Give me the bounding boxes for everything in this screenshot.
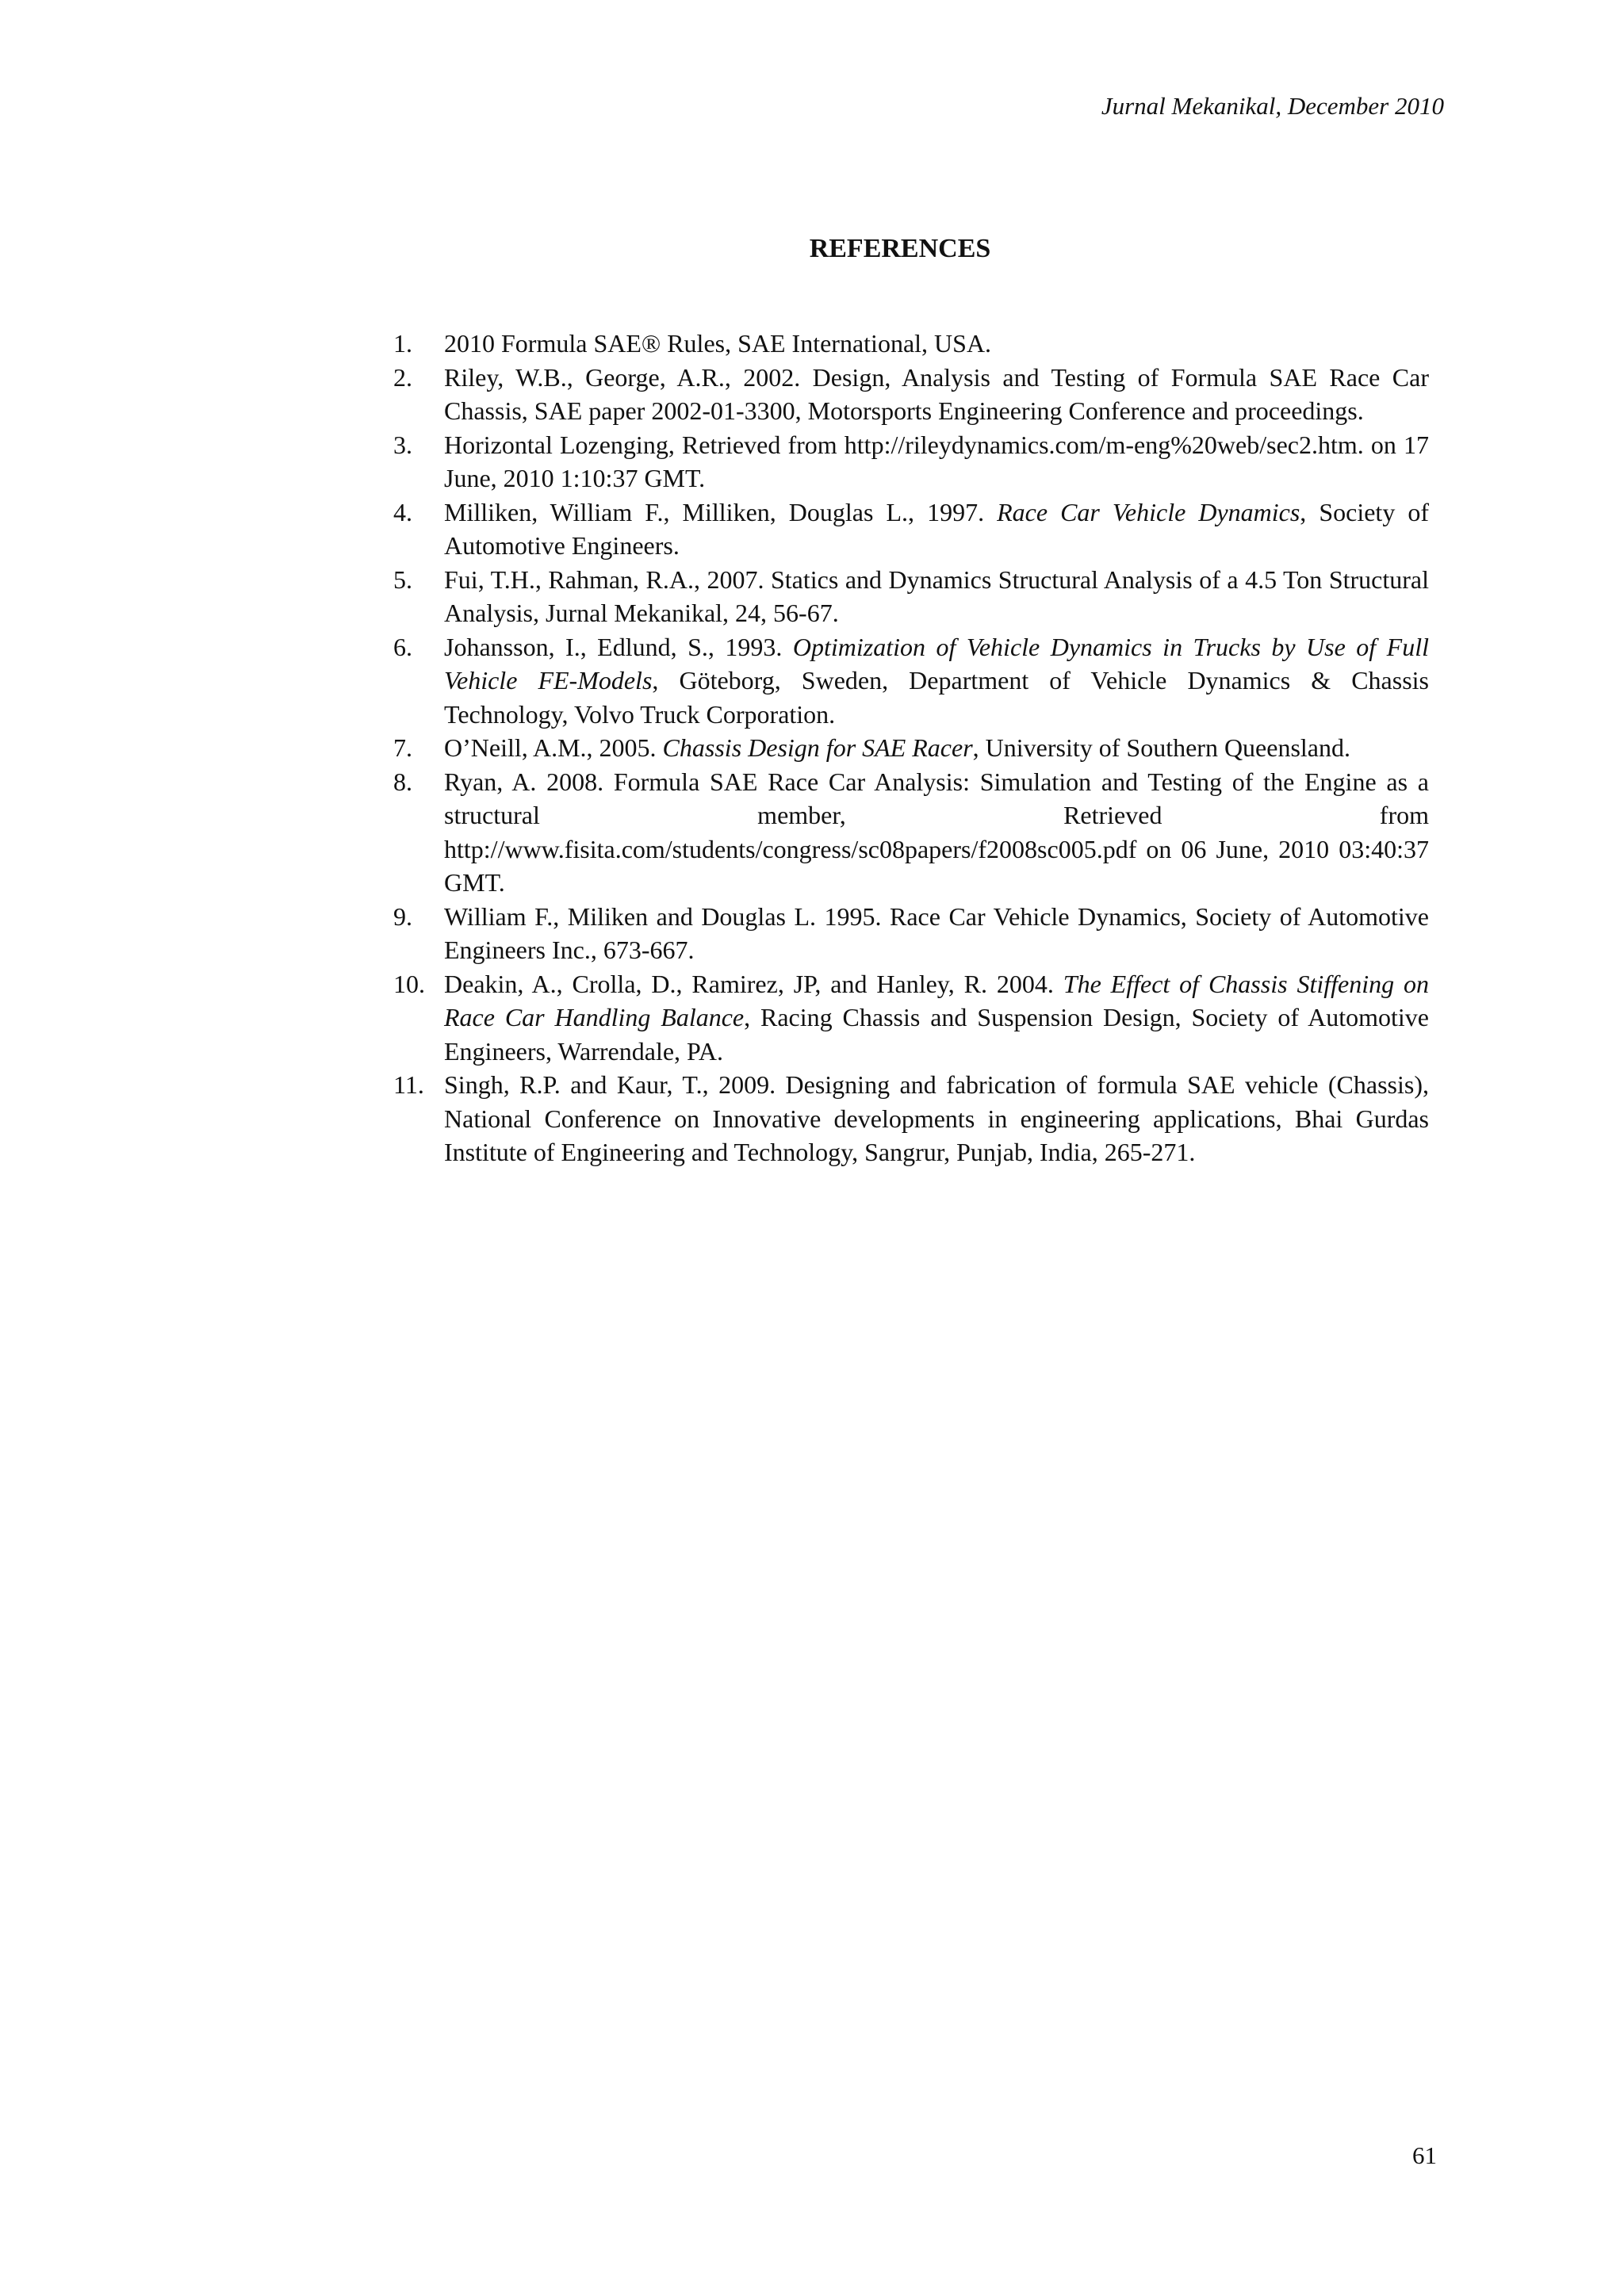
reference-text (444, 565, 1429, 628)
reference-text (444, 733, 1350, 762)
reference-segment: , Göteborg, Sweden, Department of Vehicle Dynamics & Chassis Technology, Volvo Truck Corporation. (444, 666, 1430, 729)
reference-item (393, 361, 1429, 428)
reference-list (393, 327, 1429, 1169)
page-number: 61 (1412, 2141, 1437, 2169)
reference-item (393, 765, 1429, 900)
reference-number: 11. (393, 1070, 424, 1099)
reference-text (444, 363, 1429, 426)
reference-segment: O’Neill, A.M., 2005. (444, 733, 663, 762)
reference-segment: , Society of Automotive Engineers. (444, 497, 1429, 560)
reference-number: 10. (393, 969, 425, 998)
reference-title: Chassis Design for SAE Racer (662, 733, 973, 762)
reference-number: 8. (393, 767, 412, 796)
reference-number: 6. (393, 632, 412, 661)
reference-title: The Effect of Chassis Stiffening on Race Car Handling Balance (444, 969, 1430, 1031)
reference-segment: Singh, R.P. and Kaur, T., 2009. Designing and fabrication of formula SAE vehicle (Chassis), National Conference on Innovative developments in engineering applications, Bhai Gurdas Institute of Engineering and Technology, Sangrur, Punjab, India, 265-271. (444, 1070, 1429, 1166)
reference-number: 1. (393, 329, 412, 358)
reference-text (444, 767, 1429, 897)
reference-segment: William F., Miliken and Douglas L. 1995. Race Car Vehicle Dynamics, Society of Automotive Engineers Inc., 673-667. (444, 901, 1429, 964)
reference-segment: 2010 Formula SAE® Rules, SAE International, USA. (444, 329, 992, 358)
reference-item (393, 630, 1429, 732)
reference-item (393, 327, 1429, 361)
running-header: Jurnal Mekanikal, December 2010 (1101, 92, 1444, 120)
reference-text (444, 633, 1429, 729)
reference-number: 4. (393, 497, 412, 526)
reference-number: 3. (393, 430, 412, 459)
reference-text (444, 1070, 1429, 1166)
reference-segment: Fui, T.H., Rahman, R.A., 2007. Statics and Dynamics Structural Analysis of a 4.5 Ton Structural Analysis, Jurnal Mekanikal, 24, 56-67. (444, 564, 1429, 627)
reference-item (393, 731, 1429, 765)
reference-item (393, 563, 1429, 630)
reference-text (444, 329, 991, 358)
reference-text (444, 430, 1429, 493)
reference-segment: Ryan, A. 2008. Formula SAE Race Car Analysis: Simulation and Testing of the Engine as a structural member, Retrieved from http://www.fisita.com/students/congress/sc08papers/f2008sc005.pdf on 06 June, 2010 03:40:37 GMT. (444, 767, 1429, 897)
reference-number: 2. (393, 362, 412, 392)
reference-text (444, 970, 1429, 1066)
reference-text (444, 902, 1429, 965)
reference-segment: Johansson, I., Edlund, S., 1993. (444, 632, 793, 661)
reference-segment: , Racing Chassis and Suspension Design, Society of Automotive Engineers, Warrendale, PA. (444, 1003, 1430, 1066)
reference-segment: , University of Southern Queensland. (972, 733, 1350, 762)
reference-number: 7. (393, 733, 412, 762)
reference-segment: Deakin, A., Crolla, D., Ramirez, JP, and Hanley, R. 2004. (444, 969, 1063, 998)
reference-segment: Milliken, William F., Milliken, Douglas L., 1997. (444, 497, 998, 526)
reference-number: 5. (393, 564, 412, 594)
reference-item (393, 1068, 1429, 1169)
reference-item (393, 900, 1429, 967)
reference-title: Race Car Vehicle Dynamics (997, 497, 1300, 526)
reference-segment: Riley, W.B., George, A.R., 2002. Design, Analysis and Testing of Formula SAE Race Car Chassis, SAE paper 2002-01-3300, Motorsports Engineering Conference and proceedings. (444, 362, 1429, 425)
reference-text (444, 498, 1429, 561)
reference-item (393, 967, 1429, 1069)
reference-segment: Horizontal Lozenging, Retrieved from http://rileydynamics.com/m-eng%20web/sec2.htm. on 17 June, 2010 1:10:37 GMT. (444, 430, 1429, 492)
reference-item (393, 428, 1429, 496)
reference-title: Optimization of Vehicle Dynamics in Trucks by Use of Full Vehicle FE-Models (444, 632, 1430, 695)
references-heading: REFERENCES (809, 234, 991, 263)
reference-item (393, 496, 1429, 563)
reference-number: 9. (393, 901, 412, 931)
